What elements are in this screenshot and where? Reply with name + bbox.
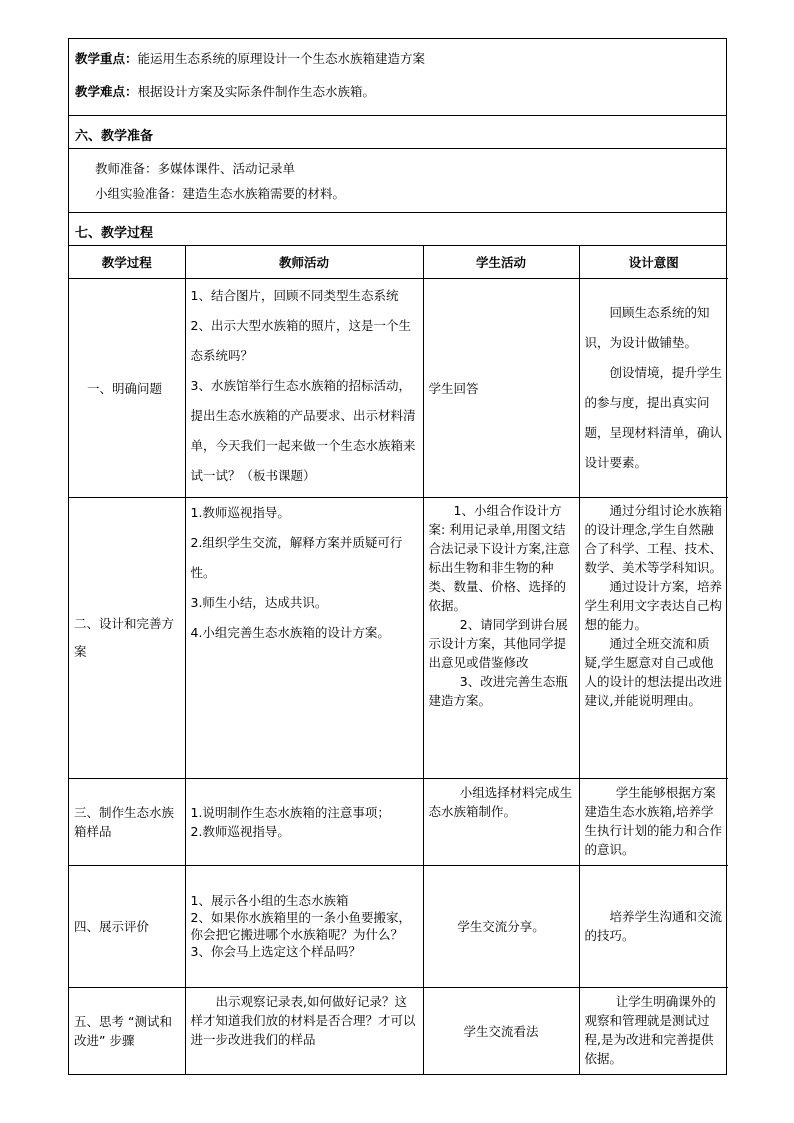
intent-cell	[579, 865, 728, 987]
teacher-item: 4.小组完善生态水族箱的设计方案。	[190, 624, 390, 640]
stage-cell	[69, 865, 185, 987]
stage-cell	[69, 497, 185, 778]
student-cell	[423, 987, 579, 1074]
teacher-item: 1、展示各小组的生态水族箱	[190, 893, 349, 908]
teacher-item: 3.师生小结，达成共识。	[190, 594, 328, 610]
stage-text: 五、思考 “测试和改进” 步骤	[74, 1013, 172, 1048]
student-cell	[423, 865, 579, 987]
teacher-item: 2.教师巡视指导。	[190, 823, 290, 839]
intent-text: 培养学生沟通和交流的技巧。	[584, 909, 723, 943]
intent-cell	[579, 497, 728, 778]
section7-title: 七、教学过程	[69, 213, 726, 246]
stage-cell	[69, 278, 185, 497]
table-row	[69, 778, 728, 865]
intent-cell	[579, 278, 728, 497]
intent-item: 通过设计方案，培养学生利用文字表达自己构想的能力。	[584, 578, 723, 632]
student-cell	[423, 778, 579, 865]
teacher-item: 2.组织学生交流，解释方案并质疑可行性。	[190, 534, 403, 580]
header-student: 学生活动	[423, 246, 579, 278]
intent-item: 通过全班交流和质疑,学生愿意对自己或他人的设计的想法提出改进建议,并能说明理由。	[584, 635, 723, 708]
intent-item: 创设情境，提升学生的参与度，提出真实问题，呈现材料清单，确认设计要素。	[584, 364, 723, 470]
intent-item: 通过分组讨论水族箱的设计理念,学生自然融合了科学、工程、技术、数学、美术等学科知识。	[584, 502, 723, 575]
stage-text: 四、展示评价	[74, 919, 150, 934]
teacher-cell	[185, 987, 423, 1074]
stage-text: 二、设计和完善方案	[74, 615, 175, 659]
intent-cell	[579, 987, 728, 1074]
key-point-line	[75, 53, 726, 66]
teacher-item: 3、水族馆举行生态水族箱的招标活动，提出生态水族箱的产品要求、出示材料清单，今天我们一起来做一个生态水族箱来试一试？（板书课题）	[190, 377, 416, 483]
teacher-cell	[185, 865, 423, 987]
table-header-row	[69, 246, 728, 278]
teacher-prep: 教师准备：多媒体课件、活动记录单	[95, 161, 296, 176]
student-item: 3、改进完善生态瓶建造方案。	[428, 673, 568, 708]
difficult-point-text: 根据设计方案及实际条件制作生态水族箱。	[137, 83, 376, 99]
difficult-point-label: 教学难点：	[75, 83, 138, 99]
intent-text: 学生能够根据方案建造生态水族箱,培养学生执行计划的能力和合作的意识。	[584, 784, 723, 857]
teacher-cell	[185, 497, 423, 778]
focus-block	[69, 39, 726, 116]
lesson-plan-sheet	[68, 38, 727, 1075]
table-row	[69, 865, 728, 987]
teacher-item: 1.说明制作生态水族箱的注意事项；	[190, 804, 390, 820]
intent-cell	[579, 778, 728, 865]
teacher-text: 出示观察记录表,如何做好记录？这样才知道我们放的材料是否合理？才可以进一步改进我们的样品	[190, 993, 416, 1047]
key-point-text: 能运用生态系统的原理设计一个生态水族箱建造方案	[137, 51, 426, 66]
header-stage: 教学过程	[69, 246, 185, 278]
teacher-cell	[185, 778, 423, 865]
section6-title: 六、教学准备	[69, 116, 726, 149]
difficult-point-line	[75, 83, 726, 99]
preparation-block	[69, 149, 726, 213]
stage-cell	[69, 987, 185, 1074]
student-cell	[423, 497, 579, 778]
table-row	[69, 278, 728, 497]
student-text: 小组选择材料完成生态水族箱制作。	[428, 784, 573, 819]
table-row	[69, 987, 728, 1074]
student-text: 学生交流看法	[463, 1023, 539, 1039]
group-prep: 小组实验准备：建造生态水族箱需要的材料。	[95, 186, 346, 201]
intent-item: 回顾生态系统的知识，为设计做铺垫。	[584, 304, 710, 350]
teacher-item: 1、结合图片，回顾不同类型生态系统	[190, 287, 399, 303]
process-table-wrap	[69, 246, 726, 1074]
header-intent: 设计意图	[579, 246, 728, 278]
teacher-cell	[185, 278, 423, 497]
stage-text: 三、制作生态水族箱样品	[74, 804, 175, 839]
student-text: 学生交流分享。	[457, 919, 545, 934]
header-teacher: 教师活动	[185, 246, 423, 278]
stage-cell	[69, 778, 185, 865]
table-row	[69, 497, 728, 778]
teacher-item: 2、如果你水族箱里的一条小鱼要搬家，你会把它搬进哪个水族箱呢？为什么？	[190, 910, 411, 942]
teacher-item: 2、出示大型水族箱的照片，这是一个生态系统吗？	[190, 317, 411, 363]
student-text: 学生回答	[428, 380, 479, 396]
process-table	[69, 246, 728, 1074]
key-point-label: 教学重点：	[75, 51, 138, 66]
teacher-item: 1.教师巡视指导。	[190, 504, 290, 520]
stage-text: 一、明确问题	[87, 380, 163, 396]
student-item: 1、小组合作设计方案: 利用记录单,用图文结合法记录下设计方案,注意标出生物和非生物的种类、数量、价格、选择的依据。	[428, 502, 570, 613]
student-cell	[423, 278, 579, 497]
intent-text: 让学生明确课外的观察和管理就是测试过程,是为改进和完善提供依据。	[584, 993, 716, 1066]
student-item: 2、请同学到讲台展示设计方案，其他同学提出意见或借鉴修改	[428, 616, 568, 670]
teacher-item: 3、你会马上选定这个样品吗？	[190, 944, 361, 959]
